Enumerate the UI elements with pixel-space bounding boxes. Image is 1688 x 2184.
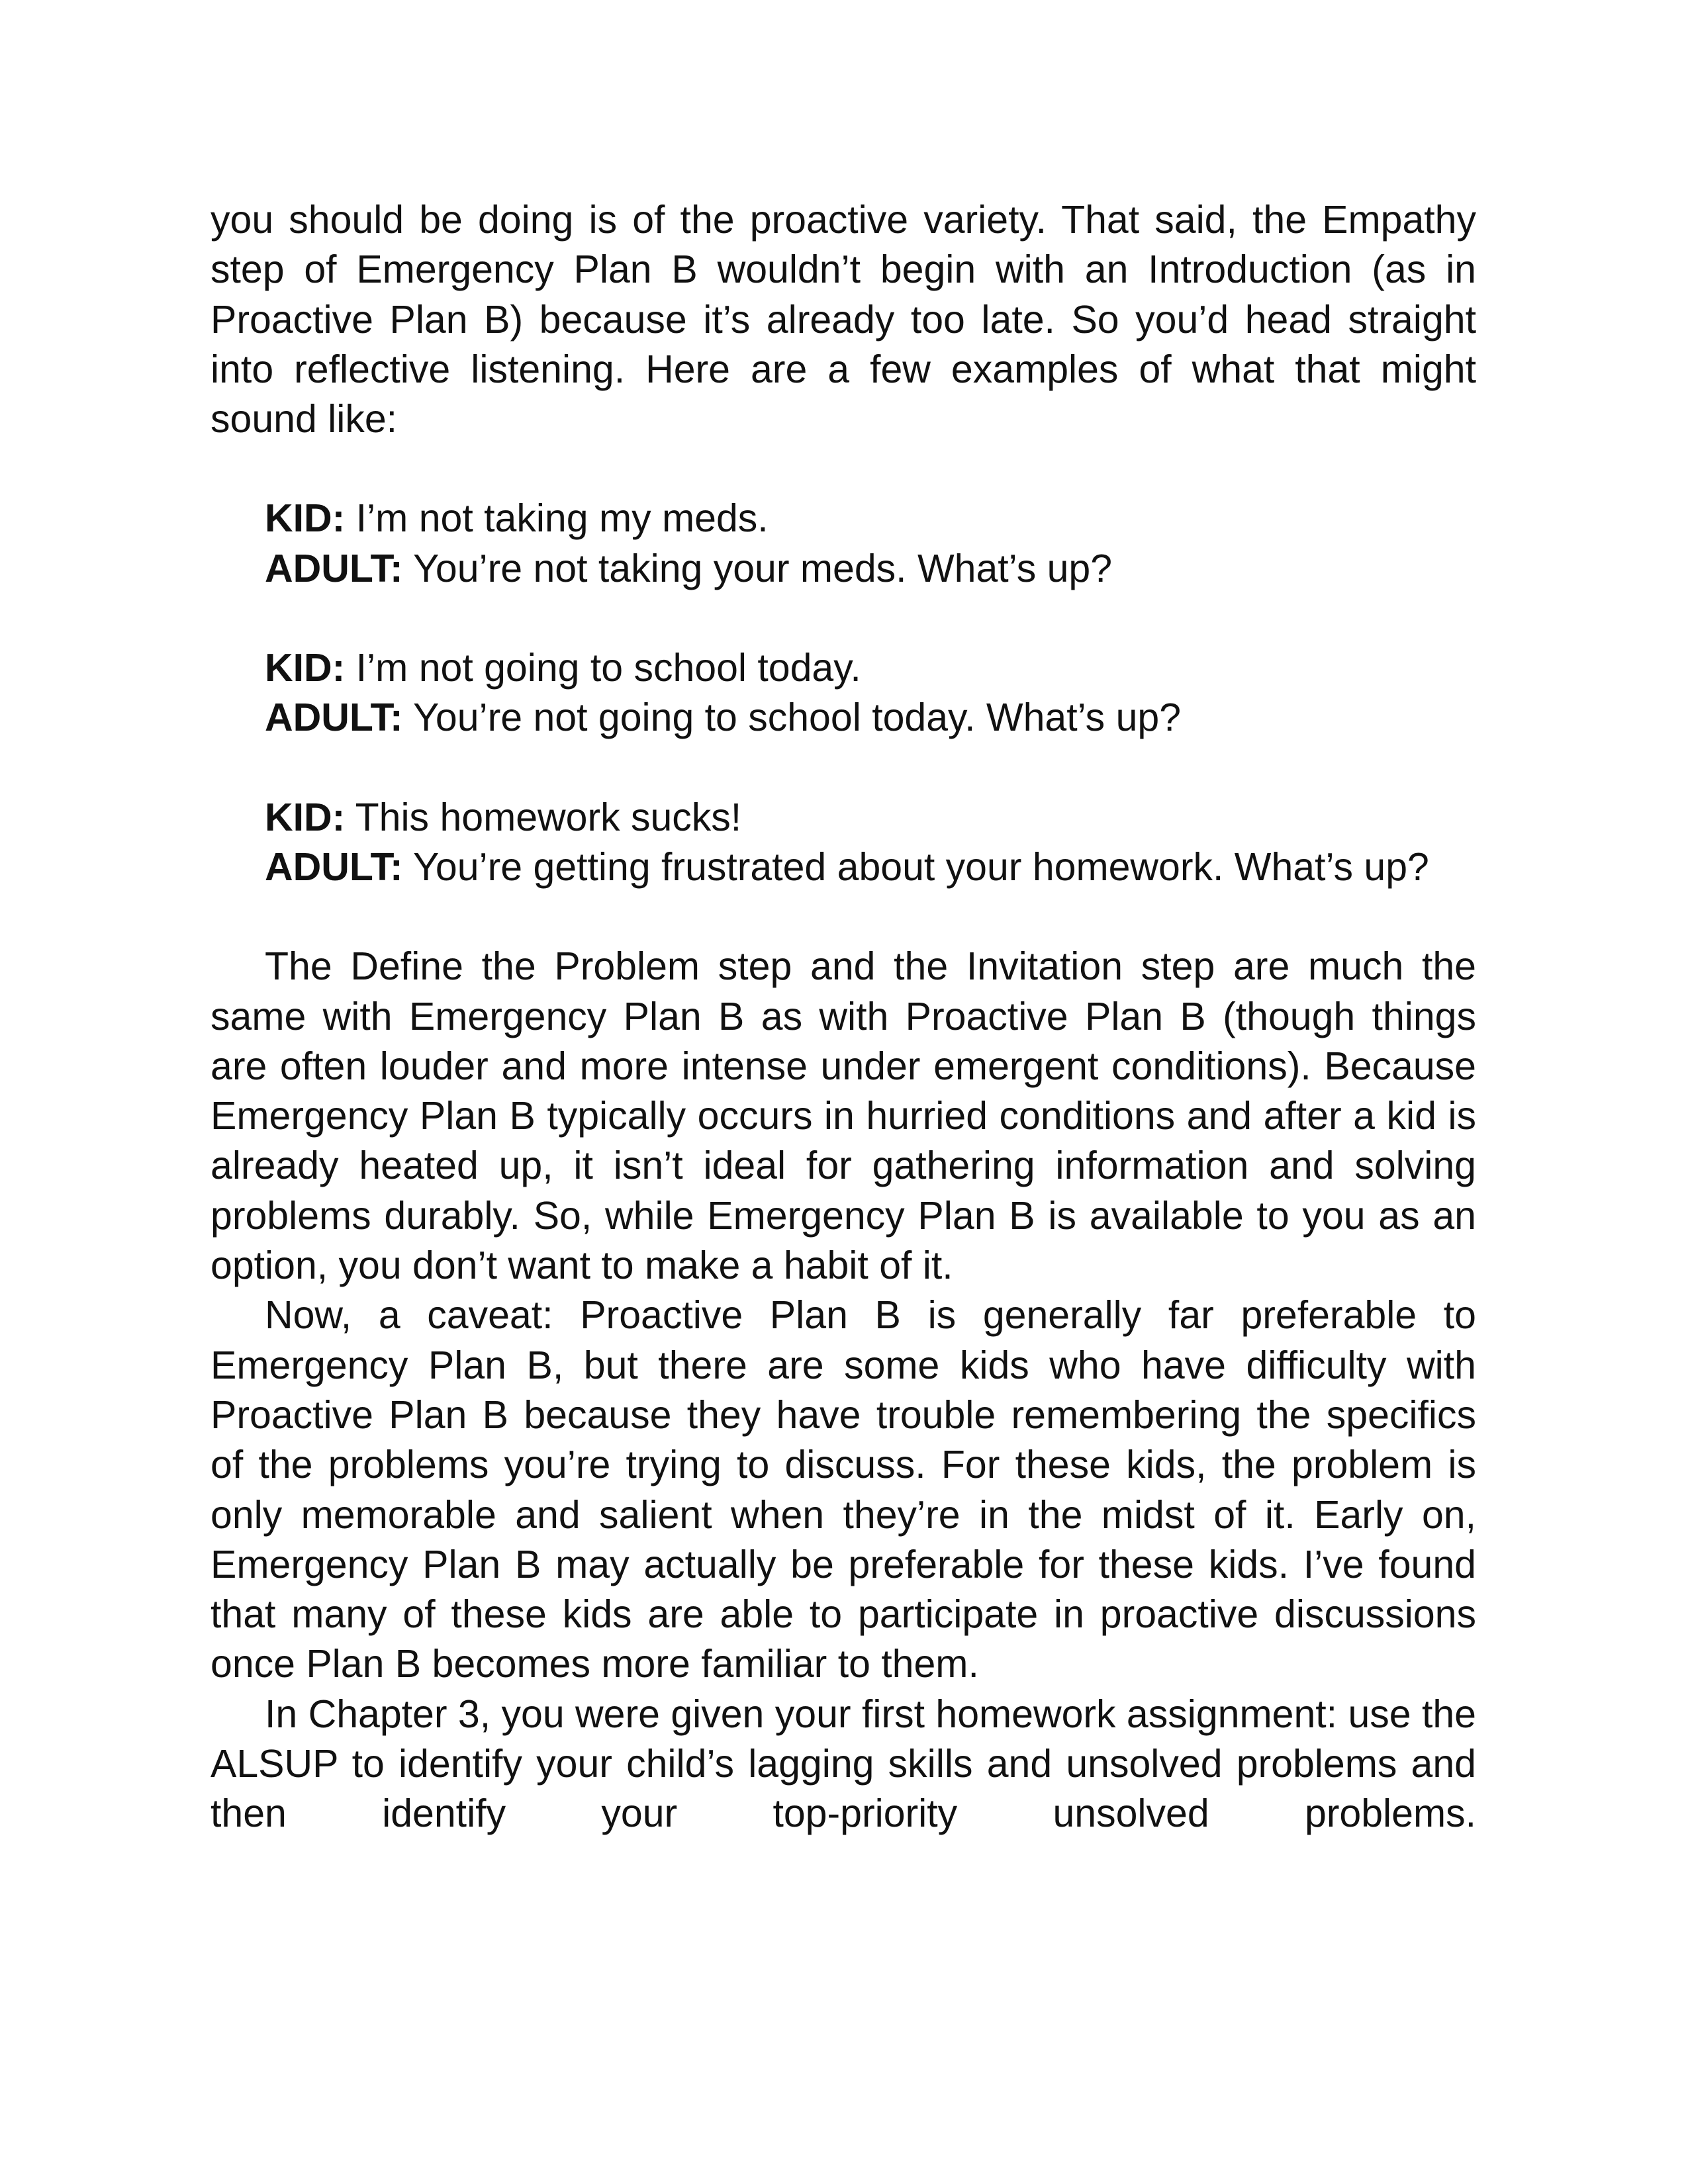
dialogue-exchange — [265, 793, 1430, 893]
kid-line — [265, 494, 1430, 543]
adult-line — [265, 693, 1430, 743]
kid-line-text: I’m not going to school today. — [345, 646, 861, 690]
kid-speaker-label: KID: — [265, 795, 346, 839]
intro-paragraph: you should be doing is of the proactive variety. That said, the Empathy step of Emergency Plan B wouldn’t begin with an Introduction (as in Proactive Plan B) because it’s already too late. So you’d head straight into reflective listening. Here are a few examples of what that might sound like: — [211, 198, 1476, 441]
body-paragraph: In Chapter 3, you were given your first homework assignment: use the ALSUP to identify your child’s lagging skills and unsolved problems and then identify your top-priority unsolved problems. — [211, 1692, 1476, 1836]
kid-line-text: This homework sucks! — [345, 795, 742, 839]
body-paragraph: Now, a caveat: Proactive Plan B is generally far preferable to Emergency Plan B, but there are some kids who have difficulty with Proactive Plan B because they have trouble remembering the specifics of the problems you’re trying to discuss. For these kids, the problem is only memorable and salient when they’re in the midst of it. Early on, Emergency Plan B may actually be preferable for these kids. I’ve found that many of these kids are able to participate in proactive discussions once Plan B becomes more familiar to them. — [211, 1293, 1476, 1686]
kid-speaker-label: KID: — [265, 496, 346, 541]
adult-speaker-label: ADULT: — [265, 696, 403, 740]
adult-line — [265, 842, 1430, 892]
adult-speaker-label: ADULT: — [265, 844, 403, 889]
kid-line — [265, 793, 1430, 842]
book-page — [211, 0, 1476, 1839]
kid-line — [265, 643, 1430, 693]
dialogue-exchange — [265, 643, 1430, 743]
kid-speaker-label: KID: — [265, 646, 346, 690]
adult-line-text: You’re getting frustrated about your homework. What’s up? — [402, 844, 1429, 889]
adult-speaker-label: ADULT: — [265, 546, 403, 590]
kid-line-text: I’m not taking my meds. — [345, 496, 769, 541]
adult-line-text: You’re not taking your meds. What’s up? — [402, 546, 1113, 590]
dialogue-exchange — [265, 494, 1430, 594]
adult-line-text: You’re not going to school today. What’s up? — [402, 696, 1182, 740]
adult-line — [265, 544, 1430, 594]
dialogue-examples — [265, 494, 1476, 892]
body-paragraph: The Define the Problem step and the Invitation step are much the same with Emergency Plan B as with Proactive Plan B (though things are often louder and more intense under emergent conditions). Because Emergency Plan B typically occurs in hurried conditions and after a kid is already heated up, it isn’t ideal for gathering information and solving problems durably. So, while Emergency Plan B is available to you as an option, you don’t want to make a habit of it. — [211, 944, 1476, 1288]
